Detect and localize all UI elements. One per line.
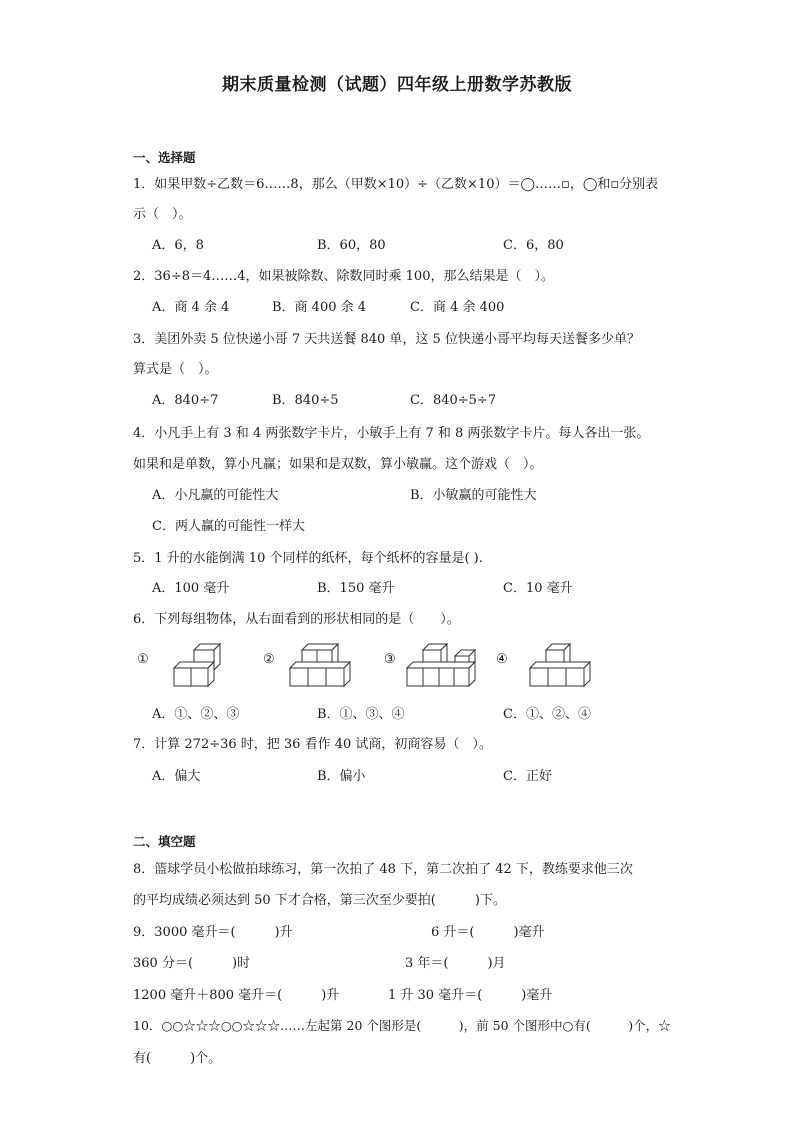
figure-label-2: ② — [263, 652, 275, 667]
q9-cell-6: 1 升 30 毫升＝( )毫升 — [388, 988, 553, 1003]
page-title: 期末质量检测（试题）四年级上册数学苏教版 — [222, 75, 572, 95]
q5-line-1: 5．1 升的水能倒满 10 个同样的纸杯，每个纸杯的容量是( ). — [133, 551, 483, 566]
q10-line-1: 10．○○☆☆☆○○☆☆☆……左起第 20 个图形是( )，前 50 个图形中○有( )个，☆ — [133, 1018, 671, 1033]
q10-line-2: 有( )个。 — [133, 1051, 222, 1066]
q1-option-c: C．6，80 — [503, 238, 564, 253]
q3-option-c: C．840÷5÷7 — [410, 393, 497, 408]
q5-option-a: A．100 毫升 — [152, 581, 230, 596]
cube-figure-4 — [528, 640, 592, 688]
q3-option-b: B．840÷5 — [272, 393, 339, 408]
q9-cell-2: 6 升＝( )毫升 — [431, 925, 545, 940]
cube-figure-1 — [172, 640, 234, 688]
q7-line-1: 7．计算 272÷36 时，把 36 看作 40 试商，初商容易（ ）。 — [133, 737, 492, 752]
figure-label-4: ④ — [496, 652, 508, 667]
q2-line-1: 2．36÷8＝4……4，如果被除数、除数同时乘 100，那么结果是（ ）。 — [133, 269, 554, 284]
q4-option-b: B．小敏赢的可能性大 — [410, 488, 537, 503]
section-heading-fill: 二、填空题 — [133, 834, 196, 849]
cube-figure-2 — [288, 640, 354, 688]
q4-line-2: 如果和是单数，算小凡赢；如果和是双数，算小敏赢。这个游戏（ ）。 — [133, 457, 543, 472]
q1-line-1: 1．如果甲数÷乙数＝6……8，那么（甲数×10）÷（乙数×10）＝◯……▫，◯和▫分别表 — [133, 177, 659, 192]
q7-option-a: A．偏大 — [152, 769, 201, 784]
section-heading-choice: 一、选择题 — [133, 150, 196, 165]
figure-label-1: ① — [137, 652, 149, 667]
q6-option-a: A．①、②、③ — [152, 707, 240, 722]
q2-option-a: A．商 4 余 4 — [152, 300, 230, 315]
q6-line-1: 6．下列每组物体，从右面看到的形状相同的是（ ）。 — [133, 612, 460, 627]
figure-label-3: ③ — [384, 652, 396, 667]
q9-cell-1: 9．3000 毫升＝( )升 — [133, 925, 293, 940]
q9-cell-4: 3 年＝( )月 — [405, 956, 506, 971]
q4-option-c: C．两人赢的可能性一样大 — [152, 519, 305, 534]
q6-option-c: C．①、②、④ — [503, 707, 591, 722]
q5-option-c: C．10 毫升 — [503, 581, 573, 596]
q4-option-a: A．小凡赢的可能性大 — [152, 488, 279, 503]
q2-option-b: B．商 400 余 4 — [272, 300, 367, 315]
q5-option-b: B．150 毫升 — [317, 581, 395, 596]
q1-option-b: B．60，80 — [317, 238, 386, 253]
q9-cell-3: 360 分＝( )时 — [133, 956, 251, 971]
q3-line-1: 3．美团外卖 5 位快递小哥 7 天共送餐 840 单，这 5 位快递小哥平均每天送餐多少单？ — [133, 332, 640, 347]
q3-line-2: 算式是（ ）。 — [133, 362, 218, 377]
q7-option-b: B．偏小 — [317, 769, 366, 784]
q3-option-a: A．840÷7 — [152, 393, 219, 408]
q4-line-1: 4．小凡手上有 3 和 4 两张数字卡片，小敏手上有 7 和 8 两张数字卡片。每人各出一张。 — [133, 426, 650, 441]
q2-option-c: C．商 4 余 400 — [410, 300, 505, 315]
q1-option-a: A．6，8 — [152, 238, 204, 253]
q8-line-1: 8．篮球学员小松做拍球练习，第一次拍了 48 下，第二次拍了 42 下，教练要求他三次 — [133, 862, 633, 877]
q9-cell-5: 1200 毫升＋800 毫升＝( )升 — [133, 988, 340, 1003]
cube-figure-3 — [405, 640, 477, 688]
q6-option-b: B．①、③、④ — [317, 707, 405, 722]
q7-option-c: C．正好 — [503, 769, 552, 784]
q1-line-2: 示（ ）。 — [133, 207, 192, 222]
q8-line-2: 的平均成绩必须达到 50 下才合格，第三次至少要拍( )下。 — [133, 893, 506, 908]
